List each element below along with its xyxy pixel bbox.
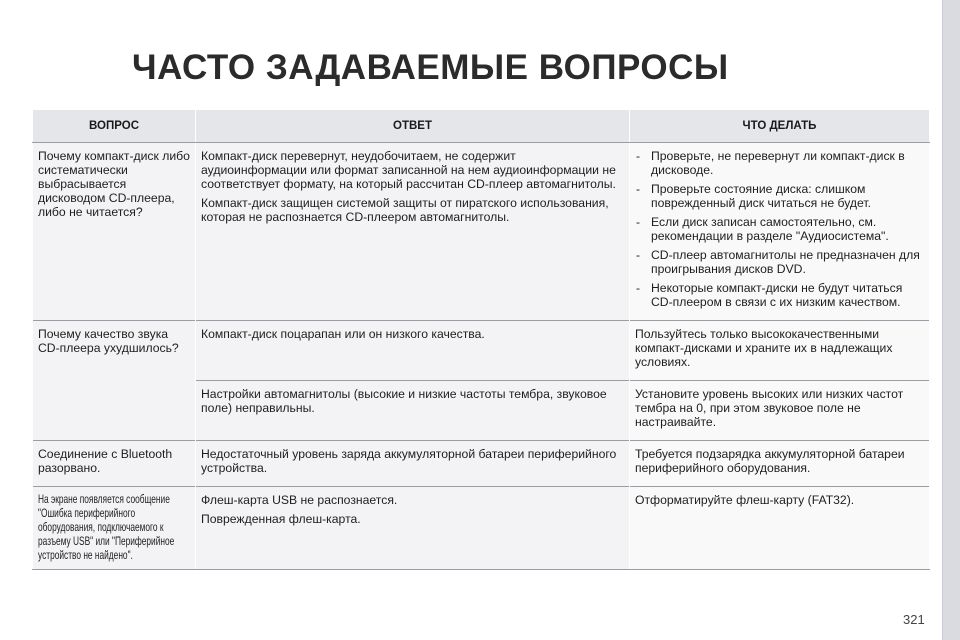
solution-text: Пользуйтесь только высококачественными компакт-дисками и храните их в надлежащих условиях. <box>635 327 893 369</box>
question-text: На экране появляется сообщение "Ошибка периферийного оборудования, подключаемого к разъему USB" или "Периферийное устройство не найдено". <box>38 493 175 562</box>
solution-list <box>635 149 924 309</box>
table-row <box>33 487 930 570</box>
answer-cell <box>196 321 630 381</box>
solution-item: - Проверьте, не перевернут ли компакт-диск в дисководе. <box>635 149 924 177</box>
question-cell <box>33 487 196 570</box>
solution-cell <box>630 381 930 441</box>
question-cell <box>33 321 196 441</box>
header-answer: ОТВЕТ <box>196 110 630 143</box>
table-row <box>33 441 930 487</box>
answer-cell <box>196 143 630 321</box>
answer-cell <box>196 441 630 487</box>
answer-text: Компакт-диск поцарапан или он низкого качества. <box>201 327 485 341</box>
page-edge-band <box>942 0 960 640</box>
solution-cell <box>630 321 930 381</box>
page-number: 321 <box>903 612 925 627</box>
answer-text: Компакт-диск защищен системой защиты от пиратского использования, которая не распознается CD-плеером автомагнитолы. <box>201 196 609 224</box>
question-text: Почему качество звука CD-плеера ухудшилось? <box>38 327 179 355</box>
answer-text: Компакт-диск перевернут, неудобочитаем, не содержит аудиоинформации или формат записанной на нем аудиоинформации не соответствует формату, на который рассчитан CD-плеер автомагнитолы. <box>201 149 616 191</box>
answer-cell <box>196 381 630 441</box>
answer-text: Настройки автомагнитолы (высокие и низкие частоты тембра, звуковое поле) неправильны. <box>201 387 607 415</box>
solution-item: - Некоторые компакт-диски не будут читаться CD-плеером в связи с их низким качеством. <box>635 281 924 309</box>
answer-text: Недостаточный уровень заряда аккумуляторной батареи периферийного устройства. <box>201 447 617 475</box>
page-title: ЧАСТО ЗАДАВАЕМЫЕ ВОПРОСЫ <box>132 48 729 87</box>
answer-cell <box>196 487 630 570</box>
answer-text: Флеш-карта USB не распознается. <box>201 493 398 507</box>
solution-cell <box>630 143 930 321</box>
solution-item: - Проверьте состояние диска: слишком поврежденный диск читаться не будет. <box>635 182 924 210</box>
faq-table <box>32 110 930 570</box>
table-row <box>33 143 930 321</box>
answer-text: Поврежденная флеш-карта. <box>201 512 361 526</box>
question-text: Соединение с Bluetooth разорвано. <box>38 447 173 475</box>
solution-text: Установите уровень высоких или низких частот тембра на 0, при этом звуковое поле не настраивайте. <box>635 387 904 429</box>
table-row <box>33 321 930 381</box>
solution-item: - CD-плеер автомагнитолы не предназначен для проигрывания дисков DVD. <box>635 248 924 276</box>
table-header-row <box>33 110 930 143</box>
solution-text: Отформатируйте флеш-карту (FAT32). <box>635 493 855 507</box>
question-cell <box>33 143 196 321</box>
header-question: ВОПРОС <box>33 110 196 143</box>
question-text: Почему компакт-диск либо систематически выбрасывается дисководом CD-плеера, либо не читается? <box>38 149 190 219</box>
solution-cell <box>630 487 930 570</box>
solution-item: - Если диск записан самостоятельно, см. рекомендации в разделе "Аудиосистема". <box>635 215 924 243</box>
question-cell <box>33 441 196 487</box>
solution-text: Требуется подзарядка аккумуляторной батареи периферийного оборудования. <box>635 447 905 475</box>
header-solution: ЧТО ДЕЛАТЬ <box>630 110 930 143</box>
solution-cell <box>630 441 930 487</box>
